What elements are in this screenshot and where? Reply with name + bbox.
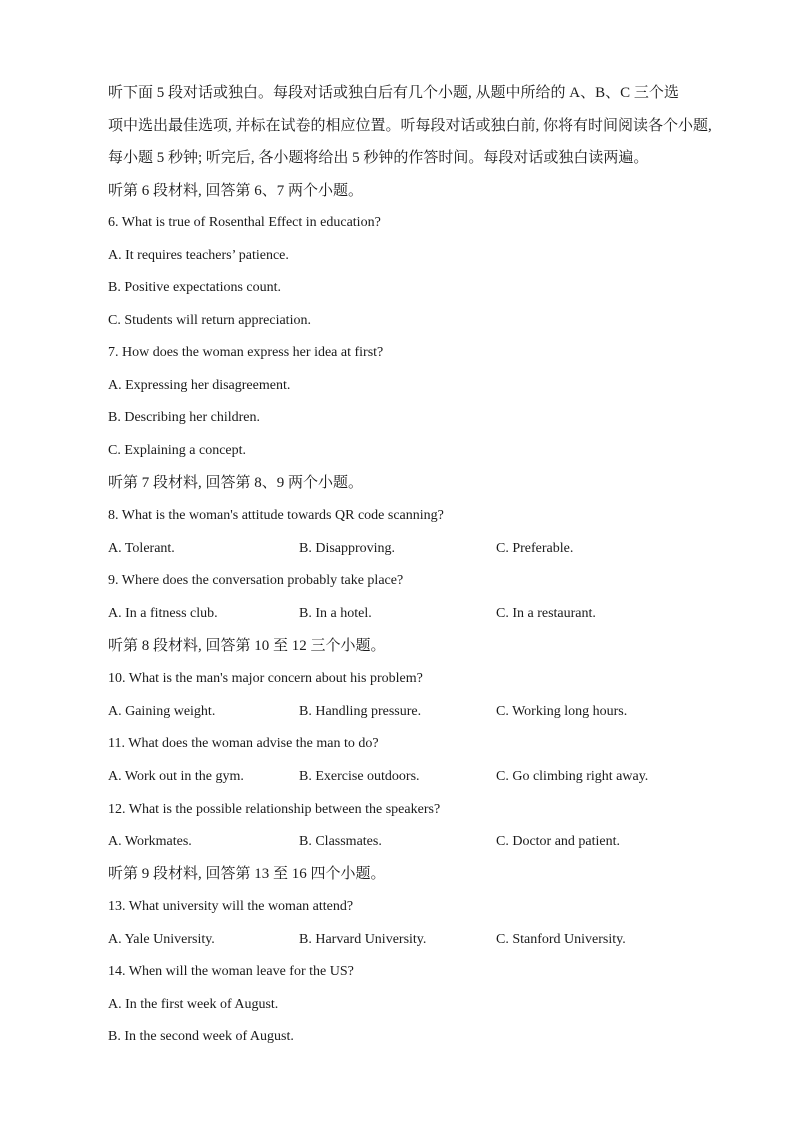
option-11b: B. Exercise outdoors. bbox=[299, 769, 420, 784]
question-8: 8. What is the woman's attitude towards QR code scanning? bbox=[108, 508, 444, 523]
section-heading-7: 听第 7 段材料, 回答第 8、9 两个小题。 bbox=[108, 475, 364, 491]
option-12b: B. Classmates. bbox=[299, 834, 382, 849]
option-11c: C. Go climbing right away. bbox=[496, 769, 649, 784]
option-6b: B. Positive expectations count. bbox=[108, 280, 282, 295]
option-11a: A. Work out in the gym. bbox=[108, 769, 244, 784]
option-9c: C. In a restaurant. bbox=[496, 606, 596, 621]
option-12c: C. Doctor and patient. bbox=[496, 834, 621, 849]
option-7c: C. Explaining a concept. bbox=[108, 443, 247, 458]
question-13: 13. What university will the woman attend? bbox=[108, 899, 354, 914]
question-10: 10. What is the man's major concern about his problem? bbox=[108, 671, 423, 686]
option-6c: C. Students will return appreciation. bbox=[108, 313, 311, 328]
option-7a: A. Expressing her disagreement. bbox=[108, 378, 291, 393]
option-10b: B. Handling pressure. bbox=[299, 704, 422, 719]
option-9b: B. In a hotel. bbox=[299, 606, 372, 621]
section-heading-8: 听第 8 段材料, 回答第 10 至 12 三个小题。 bbox=[108, 638, 386, 654]
option-13a: A. Yale University. bbox=[108, 932, 215, 947]
option-6a: A. It requires teachers’ patience. bbox=[108, 248, 289, 263]
question-11: 11. What does the woman advise the man to do? bbox=[108, 736, 379, 751]
question-9: 9. Where does the conversation probably take place? bbox=[108, 573, 404, 588]
option-12a: A. Workmates. bbox=[108, 834, 192, 849]
option-10c: C. Working long hours. bbox=[496, 704, 628, 719]
question-14: 14. When will the woman leave for the US? bbox=[108, 964, 354, 979]
option-13b: B. Harvard University. bbox=[299, 932, 427, 947]
option-8a: A. Tolerant. bbox=[108, 541, 175, 556]
option-9a: A. In a fitness club. bbox=[108, 606, 218, 621]
question-12: 12. What is the possible relationship between the speakers? bbox=[108, 802, 441, 817]
section-heading-6: 听第 6 段材料, 回答第 6、7 两个小题。 bbox=[108, 183, 364, 199]
option-7b: B. Describing her children. bbox=[108, 410, 261, 425]
intro-line-2: 项中选出最佳选项, 并标在试卷的相应位置。听每段对话或独白前, 你将有时间阅读各个小题, bbox=[108, 118, 712, 134]
option-8b: B. Disapproving. bbox=[299, 541, 396, 556]
section-heading-9: 听第 9 段材料, 回答第 13 至 16 四个小题。 bbox=[108, 866, 386, 882]
option-13c: C. Stanford University. bbox=[496, 932, 626, 947]
question-7: 7. How does the woman express her idea at first? bbox=[108, 345, 384, 360]
option-10a: A. Gaining weight. bbox=[108, 704, 216, 719]
option-14a: A. In the first week of August. bbox=[108, 997, 279, 1012]
intro-line-3: 每小题 5 秒钟; 听完后, 各小题将给出 5 秒钟的作答时间。每段对话或独白读两遍。 bbox=[108, 150, 649, 166]
option-14b: B. In the second week of August. bbox=[108, 1029, 294, 1044]
option-8c: C. Preferable. bbox=[496, 541, 574, 556]
intro-line-1: 听下面 5 段对话或独白。每段对话或独白后有几个小题, 从题中所给的 A、B、C 三个选 bbox=[108, 85, 679, 101]
question-6: 6. What is true of Rosenthal Effect in education? bbox=[108, 215, 381, 230]
